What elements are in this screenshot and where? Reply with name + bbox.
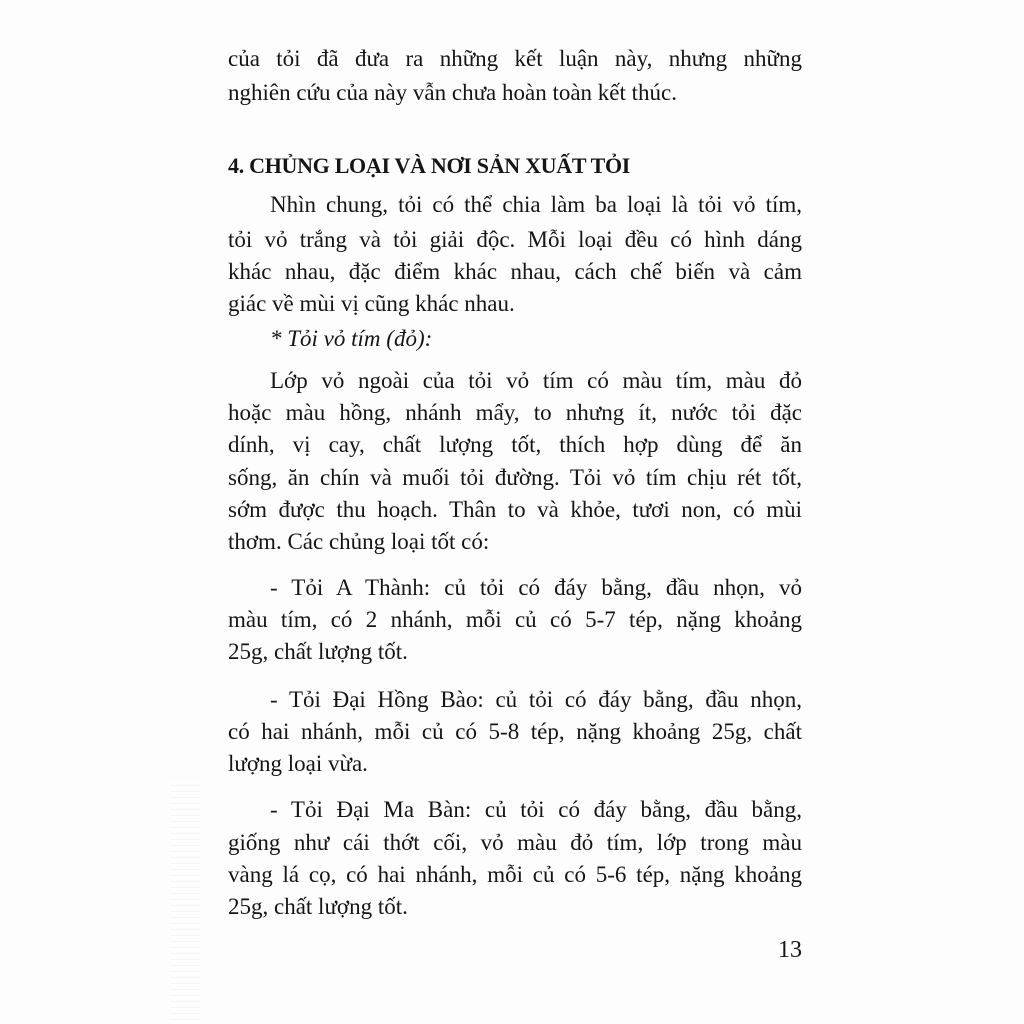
continuation-line: của tỏi đã đưa ra những kết luận này, nhưng những	[228, 46, 802, 71]
paragraph-line: thơm. Các chủng loại tốt có:	[228, 529, 490, 554]
paragraph-line: Nhìn chung, tỏi có thể chia làm ba loại là tỏi vỏ tím,	[270, 192, 802, 217]
paragraph-line: hoặc màu hồng, nhánh mẩy, to nhưng ít, nước tỏi đặc	[228, 400, 802, 425]
list-item-line: có hai nhánh, mỗi củ có 5-8 tép, nặng khoảng 25g, chất	[228, 719, 802, 744]
paragraph-line: sống, ăn chín và muối tỏi đường. Tỏi vỏ tím chịu rét tốt,	[228, 465, 802, 490]
list-item-line: vàng lá cọ, có hai nhánh, mỗi củ có 5-6 tép, nặng khoảng	[228, 862, 802, 887]
paragraph-line: khác nhau, đặc điểm khác nhau, cách chế biến và cảm	[228, 259, 802, 284]
list-item-line: 25g, chất lượng tốt.	[228, 894, 408, 919]
list-item-line: 25g, chất lượng tốt.	[228, 639, 408, 664]
paragraph-line: tỏi vỏ trắng và tỏi giải độc. Mỗi loại đều có hình dáng	[228, 227, 802, 252]
paragraph-line: giác về mùi vị cũng khác nhau.	[228, 291, 515, 316]
continuation-line: nghiên cứu của này vẫn chưa hoàn toàn kết thúc.	[228, 80, 677, 105]
paragraph-line: Lớp vỏ ngoài của tỏi vỏ tím có màu tím, màu đỏ	[270, 368, 802, 393]
paragraph-line: dính, vị cay, chất lượng tốt, thích hợp dùng để ăn	[228, 432, 802, 457]
list-item-line: lượng loại vừa.	[228, 751, 368, 776]
list-item-line: giống như cái thớt cối, vỏ màu đỏ tím, lớp trong màu	[228, 830, 802, 855]
list-item-line: màu tím, có 2 nhánh, mỗi củ có 5-7 tép, nặng khoảng	[228, 607, 802, 632]
page-number: 13	[778, 937, 802, 963]
list-item-line: - Tỏi Đại Hồng Bào: củ tỏi có đáy bằng, đầu nhọn,	[270, 687, 802, 712]
paragraph-line: sớm được thu hoạch. Thân to và khỏe, tươi non, có mùi	[228, 497, 802, 522]
list-item-line: - Tỏi A Thành: củ tỏi có đáy bằng, đầu nhọn, vỏ	[270, 575, 802, 600]
list-item-line: - Tỏi Đại Ma Bàn: củ tỏi có đáy bằng, đầu bằng,	[270, 797, 802, 822]
subheading: * Tỏi vỏ tím (đỏ):	[270, 326, 433, 351]
section-heading: 4. CHỦNG LOẠI VÀ NƠI SẢN XUẤT TỎI	[228, 153, 631, 178]
scan-edge-noise	[170, 780, 200, 1024]
